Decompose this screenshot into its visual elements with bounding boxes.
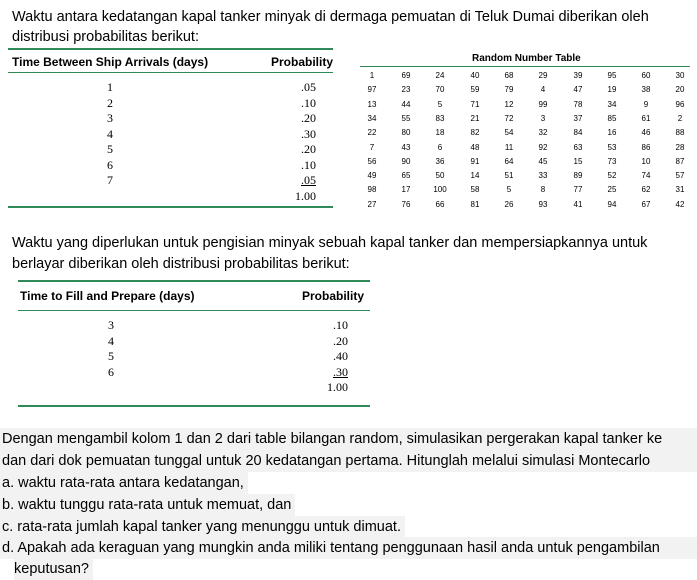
random-number-cell: 65 xyxy=(401,171,411,181)
random-number-cell: 15 xyxy=(573,156,583,166)
random-number-cell: 61 xyxy=(641,113,651,123)
question-d-line-1: d. Apakah ada keraguan yang mungkin anda miliki tentang penggunaan hasil anda untuk pengambilan xyxy=(0,537,697,559)
para2-line-2: berlayar diberikan oleh distribusi probabilitas berikut: xyxy=(12,256,350,272)
table2-prob: .30 xyxy=(333,364,348,379)
random-number-cell: 42 xyxy=(675,199,685,209)
random-number-cell: 47 xyxy=(573,85,583,95)
random-number-cell: 98 xyxy=(367,185,377,195)
random-number-cell: 72 xyxy=(504,113,514,123)
question-d-line-2: keputusan? xyxy=(14,558,93,580)
random-number-cell: 57 xyxy=(675,171,685,181)
random-number-cell: 76 xyxy=(401,199,411,209)
random-number-cell: 8 xyxy=(540,185,546,195)
random-number-cell: 11 xyxy=(504,142,514,152)
table2-total: 1.00 xyxy=(327,380,348,394)
table2-value: 6 xyxy=(108,364,114,379)
random-number-cell: 80 xyxy=(401,128,411,138)
random-number-cell: 43 xyxy=(401,142,411,152)
table1-total: 1.00 xyxy=(295,188,316,203)
random-number-cell: 74 xyxy=(641,171,651,181)
random-number-cell: 29 xyxy=(538,71,548,80)
random-number-cell: 12 xyxy=(504,99,514,109)
random-number-cell: 94 xyxy=(607,199,617,209)
table1-values-column xyxy=(100,80,120,189)
table2-bottom-rule xyxy=(18,405,370,407)
random-number-cell: 58 xyxy=(470,185,480,195)
random-number-cell: 25 xyxy=(607,185,617,195)
random-number-cell: 91 xyxy=(470,156,480,166)
random-number-cell: 33 xyxy=(538,171,548,181)
random-number-cell: 54 xyxy=(504,128,514,138)
question-line-2: dan dari dok pemuatan tunggal untuk 20 kedatangan pertama. Hitunglah melalui simulasi Montecarlo xyxy=(0,450,697,472)
table2-top-rule xyxy=(18,280,370,282)
random-number-cell: 18 xyxy=(435,128,445,138)
random-number-cell: 14 xyxy=(470,171,480,181)
table2-value: 4 xyxy=(108,333,114,348)
table1-value: 2 xyxy=(107,95,113,110)
random-number-cell: 62 xyxy=(641,185,651,195)
random-number-cell: 84 xyxy=(573,128,583,138)
random-number-cell: 17 xyxy=(401,185,411,195)
random-number-cell: 45 xyxy=(538,156,548,166)
random-number-cell: 66 xyxy=(435,199,445,209)
table1-value: 6 xyxy=(107,157,113,172)
random-number-cell: 4 xyxy=(540,85,546,95)
random-number-cell: 50 xyxy=(435,171,445,181)
para2-line-1: Waktu yang diperlukan untuk pengisian minyak sebuah kapal tanker dan mempersiapkannya untuk xyxy=(12,235,648,251)
random-number-cell: 24 xyxy=(435,71,445,80)
table1-value: 4 xyxy=(107,126,113,141)
table2-col2-header: Probability xyxy=(302,289,365,303)
table1-prob: .10 xyxy=(301,95,316,110)
table1-col1-header: Time Between Ship Arrivals (days) xyxy=(12,55,209,69)
random-number-cell: 38 xyxy=(641,85,651,95)
table2-value: 3 xyxy=(108,318,114,332)
random-number-cell: 88 xyxy=(675,128,685,138)
random-number-cell: 87 xyxy=(675,156,685,166)
random-number-cell: 78 xyxy=(573,99,583,109)
random-number-cell: 5 xyxy=(437,99,443,109)
random-table-rule xyxy=(360,66,690,67)
random-number-cell: 69 xyxy=(401,71,411,80)
random-number-cell: 99 xyxy=(538,99,548,109)
table1-col2-header: Probability xyxy=(271,55,334,69)
table2-value: 5 xyxy=(108,349,114,363)
table1-value: 1 xyxy=(107,80,113,94)
random-number-cell: 20 xyxy=(675,85,685,95)
random-table-title: Random Number Table xyxy=(472,53,581,64)
random-number-cell: 67 xyxy=(641,199,651,209)
random-number-cell: 13 xyxy=(367,99,377,109)
random-number-cell: 89 xyxy=(573,171,583,181)
random-number-cell: 86 xyxy=(641,142,651,152)
random-number-cell: 52 xyxy=(607,171,617,181)
random-number-cell: 34 xyxy=(607,99,617,109)
table1-value: 7 xyxy=(107,173,113,187)
random-number-cell: 27 xyxy=(367,199,377,209)
random-number-cell: 82 xyxy=(470,128,480,138)
table1-probs-column xyxy=(290,80,316,204)
intro-line-1: Waktu antara kedatangan kapal tanker minyak di dermaga pemuatan di Teluk Dumai diberikan oleh xyxy=(12,9,649,25)
table1-prob: .10 xyxy=(301,157,316,172)
random-number-cell: 23 xyxy=(401,85,411,95)
random-number-cell: 53 xyxy=(607,142,617,152)
random-number-cell: 96 xyxy=(675,99,685,109)
table2-probs-column xyxy=(322,318,348,396)
random-number-cell: 41 xyxy=(573,199,583,209)
table2-col1-header: Time to Fill and Prepare (days) xyxy=(20,289,195,303)
random-number-cell: 100 xyxy=(433,185,447,195)
table1-prob: .20 xyxy=(301,111,316,125)
random-number-cell: 81 xyxy=(470,199,480,209)
random-number-cell: 2 xyxy=(677,113,683,123)
question-a: a. waktu rata-rata antara kedatangan, xyxy=(0,472,248,494)
random-number-cell: 40 xyxy=(470,71,480,80)
random-number-cell: 34 xyxy=(367,113,377,123)
question-c: c. rata-rata jumlah kapal tanker yang menunggu untuk dimuat. xyxy=(0,516,405,538)
random-number-cell: 22 xyxy=(367,128,377,138)
table1-prob: .05 xyxy=(301,173,316,187)
table1-prob: .05 xyxy=(301,80,316,94)
random-number-cell: 49 xyxy=(367,171,377,181)
random-number-cell: 26 xyxy=(504,199,514,209)
random-number-cell: 60 xyxy=(641,71,651,80)
random-number-cell: 59 xyxy=(470,85,480,95)
table1-prob: .20 xyxy=(301,142,316,156)
random-number-cell: 39 xyxy=(573,71,583,80)
random-number-cell: 10 xyxy=(641,156,651,166)
random-number-cell: 7 xyxy=(369,142,375,152)
random-number-cell: 51 xyxy=(504,171,514,181)
table2-prob: .10 xyxy=(333,318,348,332)
table2-prob: .20 xyxy=(333,333,348,348)
random-number-cell: 56 xyxy=(367,156,377,166)
table2-values-column xyxy=(101,318,121,380)
intro-line-2: distribusi probabilitas berikut: xyxy=(12,29,199,45)
table1-prob: .30 xyxy=(301,126,316,141)
random-number-cell: 68 xyxy=(504,71,514,80)
table1-bottom-rule xyxy=(8,206,333,208)
random-number-cell: 92 xyxy=(538,142,548,152)
random-number-cell: 85 xyxy=(607,113,617,123)
table1-value: 3 xyxy=(107,111,113,125)
random-number-cell: 30 xyxy=(675,71,685,80)
random-number-cell: 3 xyxy=(540,113,546,123)
random-number-cell: 28 xyxy=(675,142,685,152)
random-number-cell: 71 xyxy=(470,99,480,109)
random-number-cell: 9 xyxy=(643,99,649,109)
random-number-cell: 93 xyxy=(538,199,548,209)
random-number-cell: 83 xyxy=(435,113,445,123)
random-number-cell: 19 xyxy=(607,85,617,95)
random-number-cell: 90 xyxy=(401,156,411,166)
random-number-cell: 48 xyxy=(470,142,480,152)
random-number-cell: 44 xyxy=(401,99,411,109)
random-number-cell: 31 xyxy=(675,185,685,195)
random-number-cell: 21 xyxy=(470,113,480,123)
random-number-cell: 73 xyxy=(607,156,617,166)
random-number-cell: 6 xyxy=(437,142,443,152)
random-number-cell: 36 xyxy=(435,156,445,166)
random-number-cell: 64 xyxy=(504,156,514,166)
question-b: b. waktu tunggu rata-rata untuk memuat, dan xyxy=(0,494,295,516)
random-number-cell: 16 xyxy=(607,128,617,138)
table1-top-rule xyxy=(8,48,333,50)
random-number-cell: 95 xyxy=(607,71,617,80)
table2-header-rule xyxy=(18,310,370,311)
random-number-cell: 97 xyxy=(367,85,377,95)
random-number-cell: 1 xyxy=(369,71,375,80)
table1-value: 5 xyxy=(107,142,113,156)
question-line-1: Dengan mengambil kolom 1 dan 2 dari table bilangan random, simulasikan pergerakan kapal tanker ke xyxy=(0,428,697,450)
random-number-cell: 63 xyxy=(573,142,583,152)
random-number-cell: 70 xyxy=(435,85,445,95)
random-number-cell: 46 xyxy=(641,128,651,138)
table1-header-rule xyxy=(8,72,333,73)
random-number-cell: 79 xyxy=(504,85,514,95)
random-number-cell: 55 xyxy=(401,113,411,123)
random-number-cell: 5 xyxy=(506,185,512,195)
random-number-cell: 37 xyxy=(573,113,583,123)
random-number-cell: 77 xyxy=(573,185,583,195)
random-number-cell: 32 xyxy=(538,128,548,138)
table2-prob: .40 xyxy=(333,349,348,363)
